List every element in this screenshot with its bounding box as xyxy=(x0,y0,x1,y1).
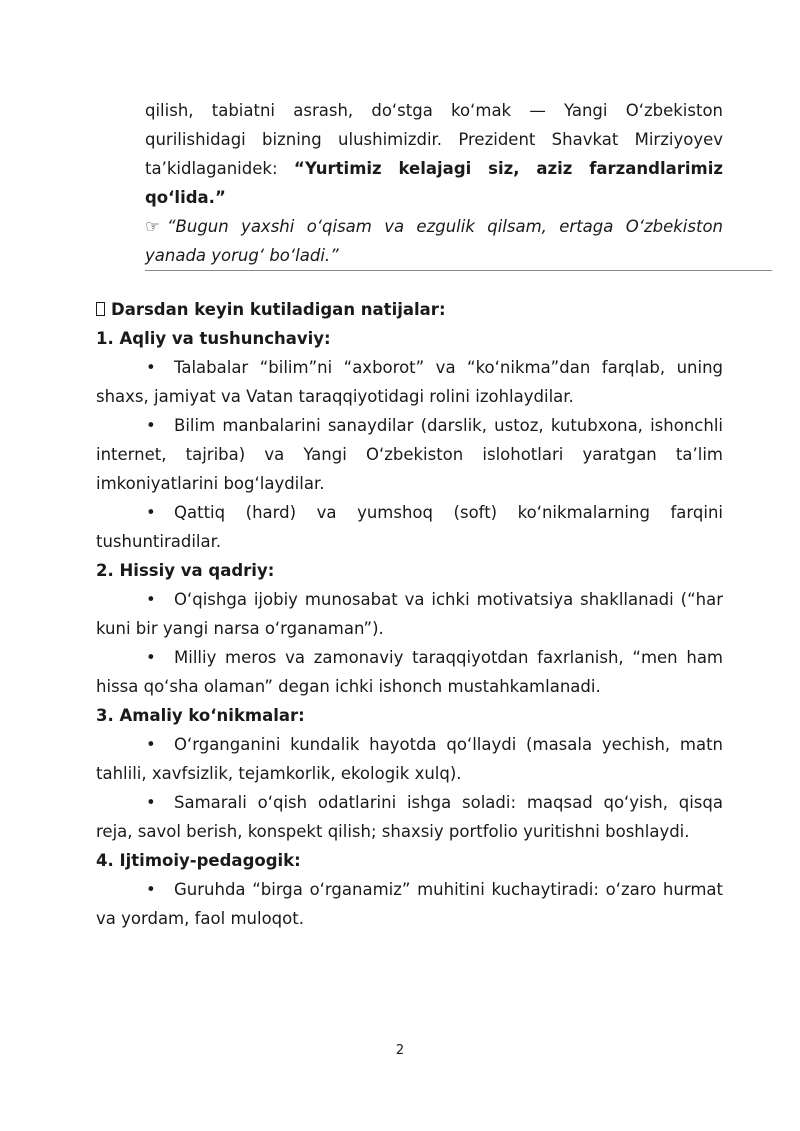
list-item: • Milliy meros va zamonaviy taraqqiyotdan faxrlanish, “men ham hissa qo‘sha olaman” degan ichki ishonch mustahkamlanadi. xyxy=(96,643,723,701)
list-item: • O‘rganganini kundalik hayotda qo‘llaydi (masala yechish, matn tahlili, xavfsizlik, tejamkorlik, ekologik xulq). xyxy=(96,730,723,788)
bullet-icon: • xyxy=(146,503,156,522)
quote-text: qilish, tabiatni asrash, do‘stga ko‘mak — Yangi O‘zbekiston qurilishidagi bizning ulushimizdir. Prezident Shavkat Mirziyoyev ta’kidlaganidek: xyxy=(145,101,723,178)
bullet-icon: • xyxy=(146,358,156,377)
quote-paragraph xyxy=(145,96,723,212)
bullet-icon: • xyxy=(146,590,156,609)
section-heading: 3. Amaliy ko‘nikmalar: xyxy=(96,706,305,725)
president-quote: “Yurtimiz kelajagi siz, aziz farzandlarimiz qo‘lida.” xyxy=(145,159,723,207)
italic-quote-paragraph xyxy=(145,212,723,270)
pointing-hand-icon: ☞ xyxy=(145,217,160,236)
missing-glyph-icon xyxy=(96,302,105,316)
italic-quote: “Bugun yaxshi o‘qisam va ezgulik qilsam, ertaga O‘zbekiston yanada yorug‘ bo‘ladi.” xyxy=(145,217,723,265)
outcomes-title: Darsdan keyin kutiladigan natijalar: xyxy=(96,295,723,324)
divider xyxy=(145,270,772,271)
list-item: • Guruhda “birga o‘rganamiz” muhitini kuchaytiradi: o‘zaro hurmat va yordam, faol muloqot. xyxy=(96,875,723,933)
section-heading: 2. Hissiy va qadriy: xyxy=(96,561,275,580)
list-item: • Samarali o‘qish odatlarini ishga soladi: maqsad qo‘yish, qisqa reja, savol berish, konspekt qilish; shaxsiy portfolio yuritishni boshlaydi. xyxy=(96,788,723,846)
outcomes-section xyxy=(96,295,723,933)
list-item: • O‘qishga ijobiy munosabat va ichki motivatsiya shakllanadi (“har kuni bir yangi narsa o‘rganaman”). xyxy=(96,585,723,643)
section-heading: 1. Aqliy va tushunchaviy: xyxy=(96,329,331,348)
section-heading: 4. Ijtimoiy-pedagogik: xyxy=(96,851,301,870)
list-item: • Bilim manbalarini sanaydilar (darslik, ustoz, kutubxona, ishonchli internet, tajriba) va Yangi O‘zbekiston islohotlari yaratgan ta’lim imkoniyatlarini bog‘laydilar. xyxy=(96,411,723,498)
page-number: 2 xyxy=(395,1043,405,1058)
bullet-icon: • xyxy=(146,880,156,899)
list-item: • Qattiq (hard) va yumshoq (soft) ko‘nikmalarning farqini tushuntiradilar. xyxy=(96,498,723,556)
quote-block xyxy=(145,96,723,270)
bullet-icon: • xyxy=(146,793,156,812)
bullet-icon: • xyxy=(146,648,156,667)
bullet-icon: • xyxy=(146,416,156,435)
bullet-icon: • xyxy=(146,735,156,754)
list-item: • Talabalar “bilim”ni “axborot” va “ko‘nikma”dan farqlab, uning shaxs, jamiyat va Vatan taraqqiyotidagi rolini izohlaydilar. xyxy=(96,353,723,411)
